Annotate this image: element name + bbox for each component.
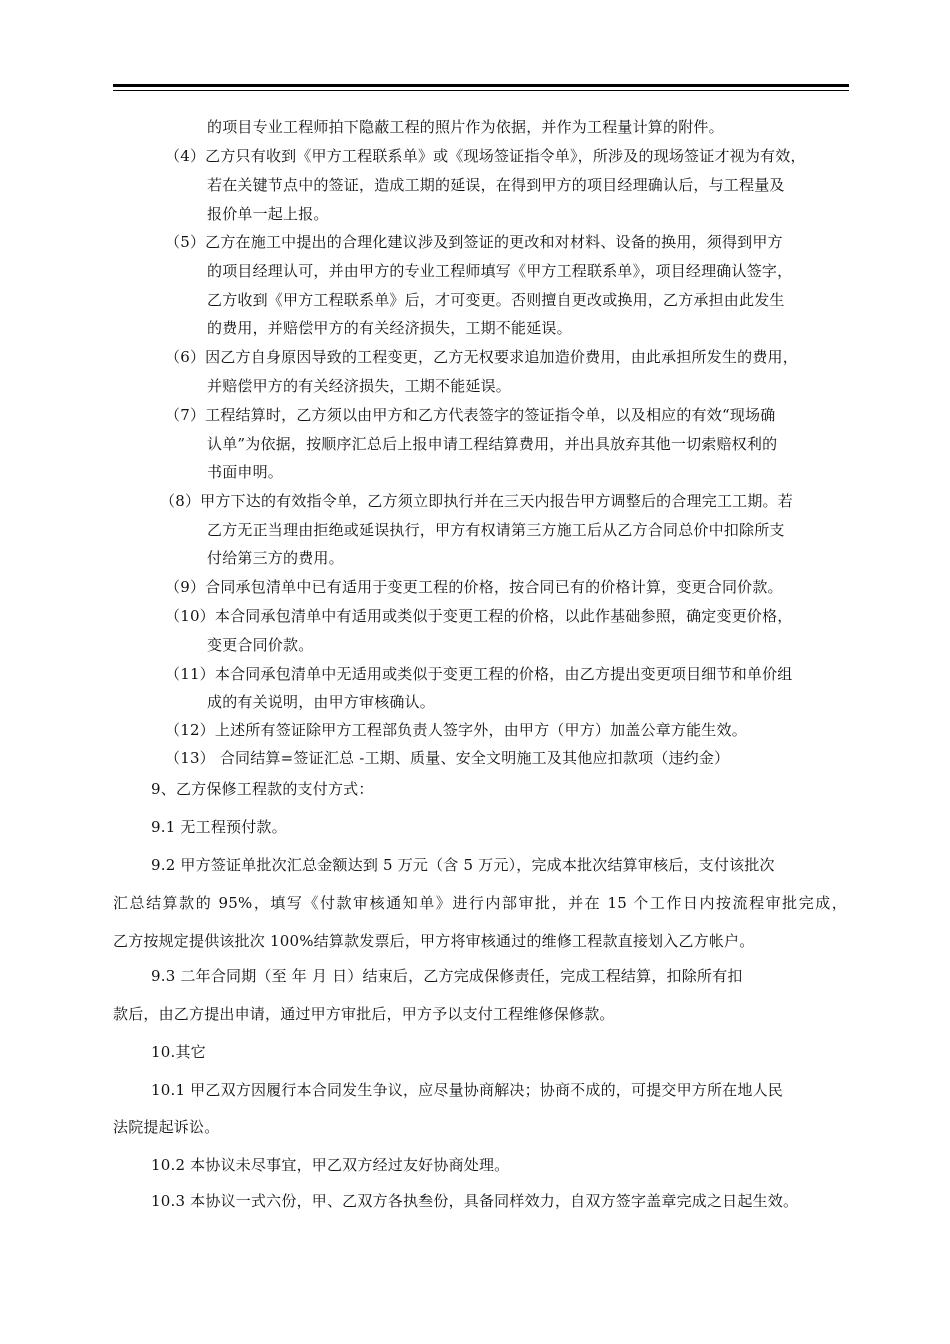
text-line: 的项目经理认可，并由甲方的专业工程师填写《甲方工程联系单》，项目经理确认签字， bbox=[207, 262, 793, 280]
clause-10: （10）本合同承包清单中有适用或类似于变更工程的价格，以此作基础参照，确定变更价格， bbox=[165, 607, 793, 625]
text-line: 的项目专业工程师拍下隐蔽工程的照片作为依据，并作为工程量计算的附件。 bbox=[207, 118, 724, 136]
header-rule-thick bbox=[113, 84, 849, 87]
text-line: 法院提起诉讼。 bbox=[113, 1118, 220, 1136]
clause-7: （7）工程结算时，乙方须以由甲方和乙方代表签字的签证指令单，以及相应的有效“现场确 bbox=[165, 406, 776, 424]
text-line: 乙方无正当理由拒绝或延误执行，甲方有权请第三方施工后从乙方合同总价中扣除所支 bbox=[207, 521, 785, 539]
text-line: 若在关键节点中的签证，造成工期的延误，在得到甲方的项目经理确认后，与工程量及 bbox=[207, 176, 785, 194]
item-10-3: 10.3 本协议一式六份，甲、乙双方各执叁份，具备同样效力，自双方签字盖章完成之日起生效。 bbox=[151, 1192, 799, 1210]
header-rule-thin bbox=[113, 90, 849, 91]
item-10-2: 10.2 本协议未尽事宜，甲乙双方经过友好协商处理。 bbox=[151, 1156, 510, 1174]
text-line: 款后，由乙方提出申请，通过甲方审批后，甲方予以支付工程维修保修款。 bbox=[113, 1005, 615, 1023]
section-9-heading: 9、乙方保修工程款的支付方式： bbox=[151, 780, 374, 798]
text-line: 变更合同价款。 bbox=[207, 636, 314, 654]
text-line: 汇总结算款的 95%，填写《付款审核通知单》进行内部审批，并在 15 个工作日内按流程审批完成， bbox=[113, 894, 847, 912]
clause-13: （13） 合同结算=签证汇总 -工期、质量、安全文明施工及其他应扣款项（违约金） bbox=[165, 749, 730, 767]
item-9-2: 9.2 甲方签证单批次汇总金额达到 5 万元（含 5 万元），完成本批次结算审核后，支付该批次 bbox=[151, 856, 775, 874]
item-9-3: 9.3 二年合同期（至 年 月 日）结束后，乙方完成保修责任，完成工程结算，扣除所有扣 bbox=[151, 967, 743, 985]
text-line: 报价单一起上报。 bbox=[207, 205, 329, 223]
clause-11: （11）本合同承包清单中无适用或类似于变更工程的价格，由乙方提出变更项目细节和单价组 bbox=[165, 665, 793, 683]
text-line: 乙方按规定提供该批次 100%结算款发票后，甲方将审核通过的维修工程款直接划入乙方帐户。 bbox=[113, 932, 755, 950]
text-line: 并赔偿甲方的有关经济损失，工期不能延误。 bbox=[207, 377, 512, 395]
clause-9: （9）合同承包清单中已有适用于变更工程的价格，按合同已有的价格计算，变更合同价款。 bbox=[165, 578, 783, 596]
clause-6: （6）因乙方自身原因导致的工程变更，乙方无权要求追加造价费用，由此承担所发生的费用， bbox=[165, 348, 798, 366]
section-10-heading: 10.其它 bbox=[151, 1043, 206, 1061]
text-line: 书面申明。 bbox=[207, 463, 284, 481]
clause-5: （5）乙方在施工中提出的合理化建议涉及到签证的更改和对材料、设备的换用，须得到甲方 bbox=[165, 233, 783, 251]
item-9-1: 9.1 无工程预付款。 bbox=[151, 818, 287, 836]
clause-4: （4）乙方只有收到《甲方工程联系单》或《现场签证指令单》，所涉及的现场签证才视为有效， bbox=[165, 147, 806, 165]
text-line: 的费用，并赔偿甲方的有关经济损失，工期不能延误。 bbox=[207, 319, 572, 337]
text-line: 认单”为依据，按顺序汇总后上报申请工程结算费用，并出具放弃其他一切索赔权利的 bbox=[207, 435, 778, 453]
text-line: 成的有关说明，由甲方审核确认。 bbox=[207, 693, 436, 711]
item-10-1: 10.1 甲乙双方因履行本合同发生争议，应尽量协商解决；协商不成的，可提交甲方所在地人民 bbox=[151, 1081, 783, 1099]
text-line: 乙方收到《甲方工程联系单》后，才可变更。否则擅自更改或换用，乙方承担由此发生 bbox=[207, 291, 785, 309]
clause-12: （12）上述所有签证除甲方工程部负责人签字外，由甲方（甲方）加盖公章方能生效。 bbox=[165, 721, 747, 739]
text-line: 付给第三方的费用。 bbox=[207, 549, 344, 567]
clause-8: （8）甲方下达的有效指令单，乙方须立即执行并在三天内报告甲方调整后的合理完工工期。若 bbox=[160, 492, 793, 510]
